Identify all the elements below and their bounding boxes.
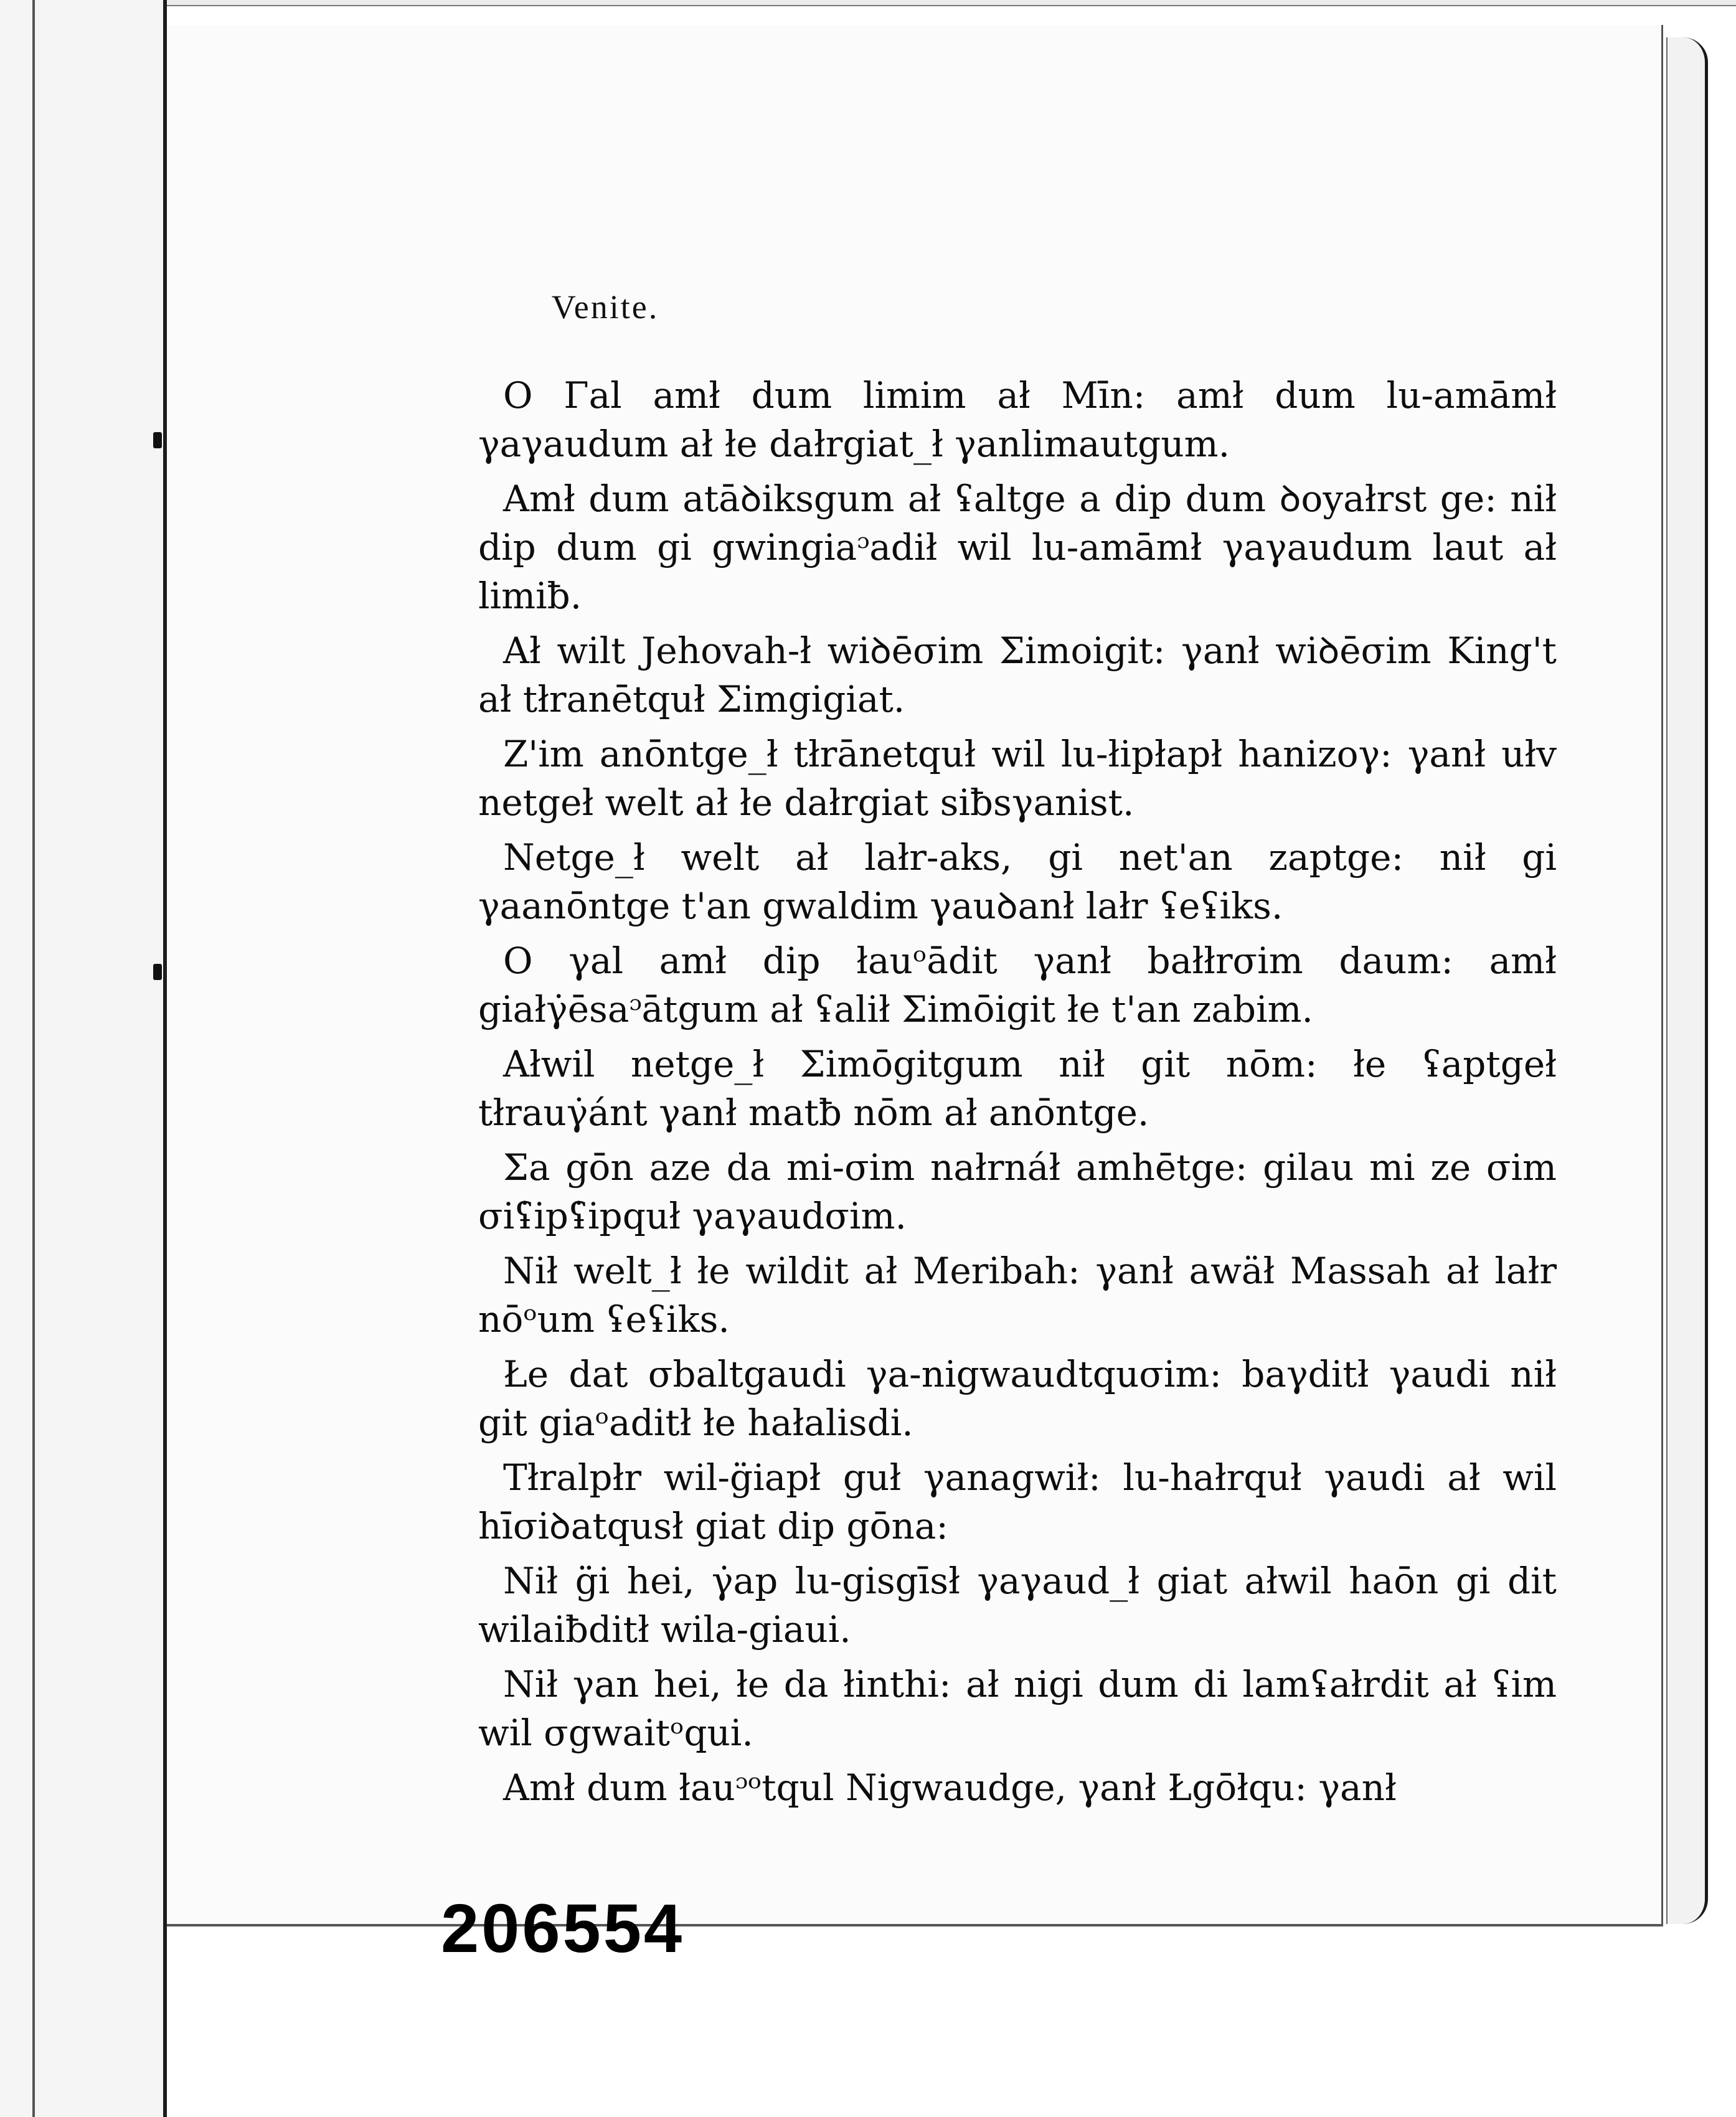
verse-text (478, 371, 1557, 1818)
margin-mark (153, 432, 162, 448)
verse: Σa gōn aze da mi-σim nałrnáł amhētge: gilau mi ze σim σiʢ̇ipʢ̇ipquł γaγaudσim. (478, 1146, 1557, 1237)
verse: Ałwil netge_ł Σimōgitgum nił git nōm: łe ʢaptgeł tłrauγ̇ánt γanł matƀ nōm ał anōntge. (478, 1043, 1557, 1134)
verse: Nił g̈i hei, γ̇ap lu-gisgīsł γaγaud_ł giat ałwil haōn gi dit wilaiƀditł wila-giaui. (478, 1560, 1557, 1651)
verse: Ał wilt Jehovah-ł wiꝺēσim Σimoigit: γanł wiꝺēσim King't ał tłranētquł Σimgigiat. (478, 629, 1557, 720)
verse: Netge_ł welt ał lałr-aks, gi net'an zaptge: nił gi γaanōntge t'an gwaldim γauꝺanł lałr ʢeʢiks. (478, 836, 1557, 927)
verse: Łe dat σbaltgaudi γa-nigwaudtquσim: baγditł γaudi nił git giaᵒaditł łe hałalisdi. (478, 1353, 1557, 1444)
margin-mark (153, 964, 162, 980)
catalog-number-stamp: 206554 (441, 1890, 685, 1967)
verse: Nił welt_ł łe wildit ał Meribah: γanł awäł Massah ał lałr nōᵒum ʢeʢiks. (478, 1250, 1557, 1341)
left-facing-page-edge (0, 0, 167, 2117)
verse: Nił γan hei, łe da łinthi: ał nigi dum di lamʢałrdit ał ʢim wil σgwaitᵒqui. (478, 1663, 1557, 1754)
page-title: Venite. (551, 288, 659, 326)
verse: Z'im anōntge_ł tłrānetquł wil lu-łipłapł hanizoγ: γanł ułv netgeł welt ał łe dałrgiat siƀsγanist. (478, 733, 1557, 824)
binding-fold (32, 0, 35, 2117)
verse: O Γal amł dum limim ał Mīn: amł dum lu-amāmł γaγaudum ał łe dałrgiat_ł γanlimautgum. (478, 374, 1557, 465)
verse: Amł dum łauᵓᵒtqul Nigwaudge, γanł Łgōłqu: γanł (503, 1766, 1397, 1809)
page-stack-edge (1666, 37, 1708, 1924)
verse: Tłralpłr wil-g̈iapł guł γanagwił: lu-hałrquł γaudi ał wil hīσiꝺatqusł giat dip gōna: (478, 1456, 1557, 1547)
verse: O γal amł dip łauᵒādit γanł bałłrσim daum: amł giałγ̇ēsaᵓātgum ał ʢalił Σimōigit łe t'an zabim. (478, 940, 1557, 1030)
top-edge (163, 0, 1736, 6)
verse: Amł dum atāꝺiksgum ał ʢaltge a dip dum ꝺoyałrst ge: nił dip dum gi gwingiaᵓadił wil lu-amāmł γaγaudum laut ał limiƀ. (478, 478, 1557, 617)
